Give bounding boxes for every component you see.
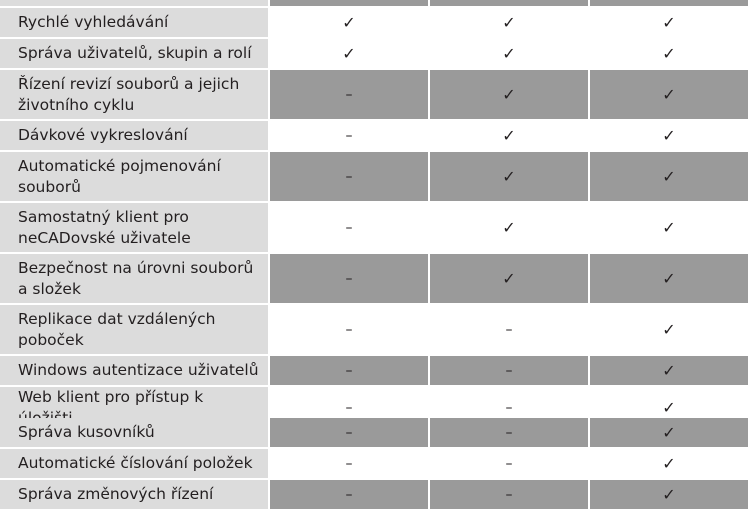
table-row bbox=[0, 254, 750, 305]
check-mark: ✓ bbox=[662, 12, 676, 32]
feature-name: Bezpečnost na úrovni souborů a složek bbox=[0, 254, 270, 303]
value-cell bbox=[590, 203, 750, 252]
dash-mark: – bbox=[345, 168, 353, 185]
dash-mark: – bbox=[345, 219, 353, 236]
value-cell bbox=[430, 152, 590, 201]
dash-mark: – bbox=[505, 455, 513, 472]
table-row bbox=[0, 449, 750, 480]
check-mark: ✓ bbox=[662, 125, 676, 145]
value-cell bbox=[590, 0, 750, 6]
feature-name bbox=[0, 0, 270, 6]
dash-mark: – bbox=[345, 321, 353, 338]
value-cell bbox=[270, 418, 430, 447]
value-cell bbox=[270, 8, 430, 37]
value-cell bbox=[590, 356, 750, 385]
value-cell bbox=[270, 356, 430, 385]
check-mark: ✓ bbox=[662, 84, 676, 104]
dash-mark: – bbox=[345, 362, 353, 379]
dash-mark: – bbox=[345, 455, 353, 472]
dash-mark: – bbox=[345, 400, 353, 416]
value-cell bbox=[430, 480, 590, 509]
check-mark: ✓ bbox=[502, 43, 516, 63]
value-cell bbox=[270, 0, 430, 6]
feature-name: Web klient pro přístup k bbox=[0, 387, 270, 429]
value-cell bbox=[430, 356, 590, 385]
dash-mark: – bbox=[345, 127, 353, 144]
value-cell bbox=[430, 418, 590, 447]
value-cell bbox=[270, 254, 430, 303]
value-cell bbox=[270, 305, 430, 354]
check-mark: ✓ bbox=[502, 268, 516, 288]
table-row bbox=[0, 203, 750, 254]
value-cell bbox=[270, 480, 430, 509]
value-cell bbox=[270, 39, 430, 68]
dash-mark: – bbox=[345, 424, 353, 441]
feature-name: Replikace dat vzdálených poboček bbox=[0, 305, 270, 354]
check-mark: ✓ bbox=[662, 43, 676, 63]
feature-name: Správa změnových řízení bbox=[0, 480, 270, 509]
check-mark: ✓ bbox=[662, 422, 676, 442]
value-cell bbox=[430, 254, 590, 303]
value-cell bbox=[590, 449, 750, 478]
table-row bbox=[0, 8, 750, 39]
check-mark: ✓ bbox=[662, 319, 676, 339]
check-mark: ✓ bbox=[662, 360, 676, 380]
table-row bbox=[0, 480, 750, 511]
check-mark: ✓ bbox=[342, 12, 356, 32]
feature-name: Samostatný klient pro neCADovské uživatele bbox=[0, 203, 270, 252]
table-row bbox=[0, 39, 750, 70]
check-mark: ✓ bbox=[662, 217, 676, 237]
table-row bbox=[0, 121, 750, 152]
table-row bbox=[0, 152, 750, 203]
value-cell bbox=[590, 70, 750, 119]
table-row-top-partial bbox=[0, 0, 750, 8]
dash-mark: – bbox=[505, 486, 513, 503]
value-cell bbox=[430, 121, 590, 150]
dash-mark: – bbox=[505, 400, 513, 416]
check-mark: ✓ bbox=[662, 484, 676, 504]
value-cell bbox=[590, 121, 750, 150]
feature-name: Řízení revizí souborů a jejich životního cyklu bbox=[0, 70, 270, 119]
dash-mark: – bbox=[345, 86, 353, 103]
value-cell bbox=[430, 70, 590, 119]
feature-name: Rychlé vyhledávání bbox=[0, 8, 270, 37]
check-mark: ✓ bbox=[662, 268, 676, 288]
value-cell bbox=[590, 254, 750, 303]
dash-mark: – bbox=[505, 321, 513, 338]
value-cell bbox=[270, 121, 430, 150]
table-row bbox=[0, 70, 750, 121]
check-mark: ✓ bbox=[342, 43, 356, 63]
value-cell bbox=[430, 8, 590, 37]
table-row bbox=[0, 418, 750, 449]
check-mark: ✓ bbox=[502, 12, 516, 32]
feature-name: Automatické pojmenování souborů bbox=[0, 152, 270, 201]
check-mark: ✓ bbox=[502, 166, 516, 186]
table-row bbox=[0, 356, 750, 387]
value-cell bbox=[270, 203, 430, 252]
value-cell bbox=[590, 418, 750, 447]
value-cell bbox=[270, 152, 430, 201]
table-row bbox=[0, 387, 750, 418]
value-cell bbox=[590, 152, 750, 201]
value-cell bbox=[270, 449, 430, 478]
check-mark: ✓ bbox=[662, 166, 676, 186]
feature-name: Správa kusovníků bbox=[0, 418, 270, 447]
check-mark: ✓ bbox=[662, 398, 676, 417]
check-mark: ✓ bbox=[502, 125, 516, 145]
value-cell bbox=[590, 480, 750, 509]
value-cell bbox=[430, 39, 590, 68]
feature-name: Automatické číslování položek bbox=[0, 449, 270, 478]
dash-mark: – bbox=[505, 362, 513, 379]
check-mark: ✓ bbox=[502, 84, 516, 104]
feature-name: Dávkové vykreslování bbox=[0, 121, 270, 150]
feature-name: Windows autentizace uživatelů bbox=[0, 356, 270, 385]
dash-mark: – bbox=[505, 424, 513, 441]
check-mark: ✓ bbox=[662, 453, 676, 473]
check-mark: ✓ bbox=[502, 217, 516, 237]
table-row bbox=[0, 305, 750, 356]
feature-name: Správa uživatelů, skupin a rolí bbox=[0, 39, 270, 68]
value-cell bbox=[430, 0, 590, 6]
dash-mark: – bbox=[345, 486, 353, 503]
value-cell bbox=[590, 305, 750, 354]
value-cell bbox=[270, 70, 430, 119]
value-cell bbox=[590, 8, 750, 37]
value-cell bbox=[430, 305, 590, 354]
dash-mark: – bbox=[345, 270, 353, 287]
value-cell bbox=[590, 39, 750, 68]
value-cell bbox=[430, 203, 590, 252]
value-cell bbox=[430, 449, 590, 478]
